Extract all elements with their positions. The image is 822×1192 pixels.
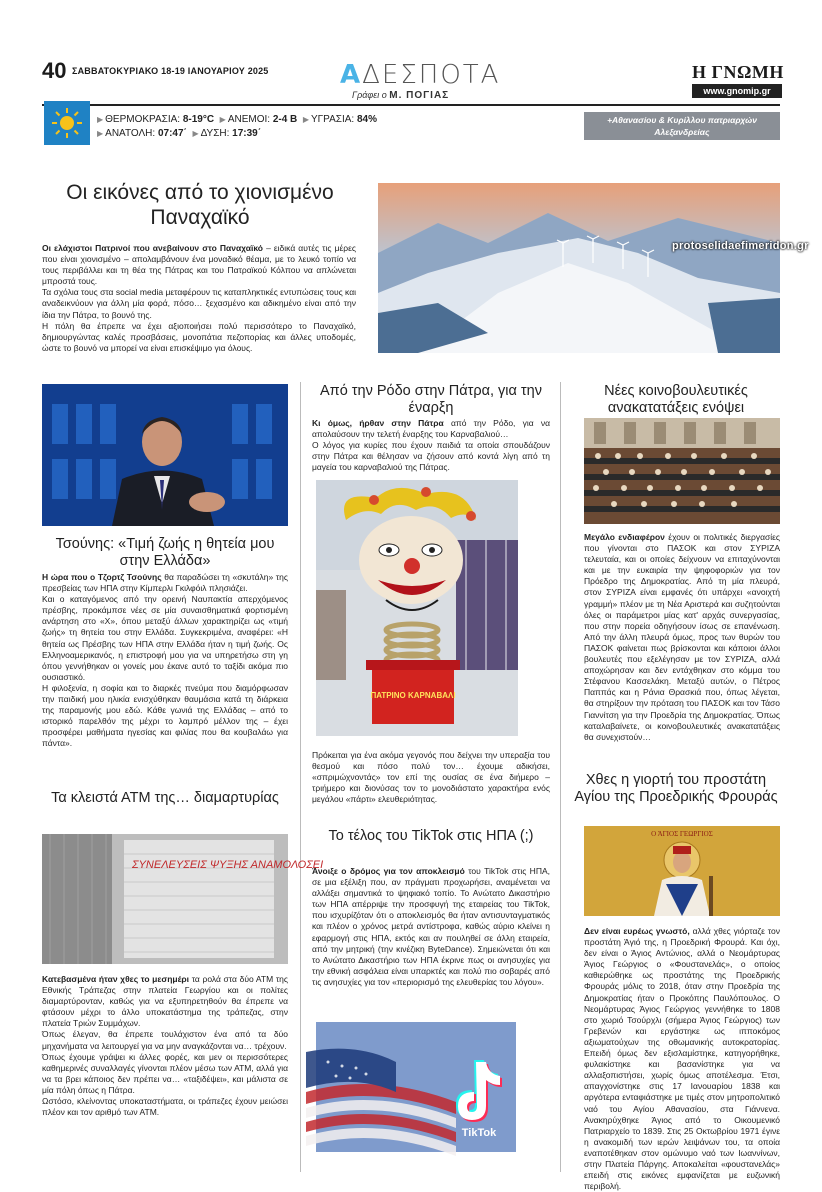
column-divider: [300, 382, 301, 1172]
rhodes-p1: από την Ρόδο, για να απολαύσουν την τελετή έναρξης του Καρναβαλιού…: [312, 418, 550, 440]
byline-prefix: Γράφει ο: [352, 90, 387, 100]
wind-label: ΑΝΕΜΟΙ:: [227, 114, 271, 125]
parliament-lede: Μεγάλο ενδιαφέρον: [584, 532, 665, 542]
sunset-value: 17:39΄: [232, 128, 262, 139]
graffiti-text: ΣΥΝΕΛΕΥΣΕΙΣ ΨΥΞΗΣ ΑΝΑΜΟΛΟΣΕΙ: [132, 859, 324, 871]
atm-p2: Όπως έλεγαν, θα έπρεπε τουλάχιστον ένα από τα δύο μηχανήματα να λειτουργεί για να μην αναγκάζονται να… τρέχουν.: [42, 1029, 288, 1051]
lead-p1: – ειδικά αυτές τις μέρες που είναι χιονισμένο – απολαμβάνουν ένα μοναδικό θέαμα, με το λευκό τοπίο να τους περιβάλλει και τη θέα της Πάτρας και του Πατραϊκού Κόλπου να απλώνεται μπροστά τους.: [42, 243, 357, 287]
weather-line-1: ▶ ΘΕΡΜΟΚΡΑΣΙΑ: 8-19°C ▶ ΑΝΕΜΟΙ: 2-4 Β ▶ ΥΓΡΑΣΙΑ: 84%: [97, 114, 377, 125]
tiktok-lede: Άνοιξε ο δρόμος για τον αποκλεισμό: [312, 866, 465, 876]
parliament-photo: [584, 418, 780, 524]
snowy-mountain-photo: [378, 183, 780, 353]
column-title: [340, 60, 500, 90]
tiktok-body: [312, 866, 550, 988]
page-number: 40: [42, 58, 67, 83]
carnival-sign: ΠΑΤΡΙΝΟ ΚΑΡΝΑΒΑΛΙ: [370, 691, 456, 700]
tsounis-p2: Και ο καταγόμενος από την ορεινή Ναυπακτία απερχόμενος πρέσβης, προκάμπσε νέες σε μία συναισθηματικά φορτισμένη ανάρτηση στο «Χ», όπου μεταξύ άλλων χαρακτηρίζει ως «τιμή ζωής» τη θητεία του στην Ελλάδα. Συγκεκριμένα, αναφέρει: «Η θητεία ως Πρέσβης των ΗΠΑ στην Ελλάδα ήταν η τιμή ζωής. Ος Ελληνοαμερικανός, η επιστροφή μου για να υπηρετήσω στη γη όπου γεννήθηκαν οι γονείς μου έκανε αυτό το ταξίδι ακόμα πιο ουσιαστικό.: [42, 594, 288, 682]
rhodes-headline: Από την Ρόδο στην Πάτρα, για την έναρξη: [320, 383, 542, 416]
lead-p3: Η πόλη θα έπρεπε να έχει αξιοποιήσει πολύ περισσότερο το Παναχαϊκό, δημιουργώντας καλές προσβάσεις, μονοπάτια πεζοπορίας και άλλες υποδομές, ώστε το βουνό να μπορεί να είναι επισκέψιμο για όλους.: [42, 320, 356, 353]
tiktok-wordmark: TikTok: [461, 1127, 497, 1139]
newspaper-brand: Η ΓΝΩΜΗ: [692, 62, 784, 82]
atm-p1: τα ρολά στα δύο ΑΤΜ της Εθνικής Τράπεζας στην πλατεία Γεωργίου και οι πολίτες διαμαρτύρονταν, καθώς για να εξυπηρετηθούν θα έπρεπε να φτάσουν μέχρι το άλλο υποκατάστημα της τράπεζας, στην πλατεία Τριών Συμμάχων.: [42, 974, 288, 1029]
rhodes-p2: Ο λόγος για κυρίες που έχουν παιδιά τα οποία σπουδάζουν στην Πάτρα και θέλησαν να ζήσουν από κοντά λίγη από τη μαγεία του καρναβαλιού της Πάτρας.: [312, 440, 550, 473]
tiktok-flag-photo: [316, 1022, 516, 1152]
saint-george-icon-image: [584, 826, 780, 916]
rhodes-lede: Κι όμως, ήρθαν στην Πάτρα: [312, 418, 444, 428]
atm-p4: Ωστόσο, κλείνοντας υποκαταστήματα, οι τράπεζες έχουν μειώσει πλέον και τον αριθμό των ΑΤΜ.: [42, 1096, 288, 1118]
tiktok-p1: του TikTok στις ΗΠΑ, σε μια εξέλιξη που, αν πράγματι προχωρήσει, αναμένεται να αλλάξει σημαντικά το ψηφιακό τοπίο. Το Ανώτατο Δικαστήριο των ΗΠΑ απέρριψε την προσφυγή της εταιρείας του TikTok, που ισχυρίζόταν ότι ο αποκλεισμός θα ήταν αντισυνταγματικός και πλέον ο χρόνος μετρά αντίστροφα, καθώς αύριο κλείνει η εφαρμογή στις ΗΠΑ, εκτός και αν πουληθεί σε άλλη εταιρεία, από την μητρική (την κινέζικη ByteDance). Σημειώνεται ότι και το Ανώτατο Δικαστήριο των ΗΠΑ έκρινε πως οι ανησυχίες για την εθνική ασφάλεια είναι υπαρκτές και πολύ πιο σοβαρές από τις ανησυχίες για τον «περιορισμό της ελευθερίας του λόγου».: [312, 866, 550, 987]
rhodes-body-2: Πρόκειται για ένα ακόμα γεγονός που δείχνει την υπεραξία του θεσμού και πόσο πολύ τον… έχουμε αδικήσει, «σπριμώχνοντάς» τον επί της ουσίας σε ένα διήμερο – τριήμερο και διονύσας τον το μονοδιάστατο χαρακτήρα ενός μεγάλου «πάρτι» ελευθεριότητας.: [312, 750, 550, 805]
sunrise-label: ΑΝΑΤΟΛΗ:: [105, 128, 156, 139]
sun-icon: [44, 101, 90, 145]
parliament-p1: έχουν οι πολιτικές διεργασίες που γίνονται στο ΠΑΣΟΚ και στον ΣΥΡΙΖΑ τελευταία, και οι οποίες δείχνουν να επιταχύνονται και με την ευκαιρία την ψηφοφοριών για τον Πρόεδρο της Δημοκρατίας. Από τη μία πλευρά, στον ΣΥΡΙΖΑ είναι εμφανές ότι υπάρχει «ανοιχτή γραμμή» πλέον με τη Νέα Αριστερά και συζητούνται όλες οι παράμετροι μίας κατ' αρχάς συνεργασίας, που στην πορεία οδηγήσουν ίσως σε επανένωση. Από την άλλη πλευρά όμως, προς των θυρών του ΠΑΣΟΚ φαίνεται πως βρίσκονται και κάποιοι άλλοι βουλευτές που εξελέγησαν με τον ΣΥΡΙΖΑ, αλλά αποχώρησαν και δεν εντάχθηκαν στο κόμμα του Στέφανου Κασσελάκη. Μεταξύ αυτών, ο Πέτρος Παππάς και η Ράνια Θρασκιά που, όπως λέγεται, θα στηρίξουν την πρόταση του ΠΑΣΟΚ και τον Τάσο Γιαννίτση για την Προεδρία της Δημοκρατίας. Όπως καταλαβαίνετε, οι κοινοβουλευτικές ανακατατάξεις θα συνεχιστούν…: [584, 532, 780, 742]
atm-lede: Κατεβασμένα ήταν χθες το μεσημέρι: [42, 974, 190, 984]
tsounis-p3: Η φιλοξενία, η σοφία και το διαρκές πνεύμα που διαμόρφωσαν την παιδική μου ηλικία ενισχύθηκαν θαυμάσια κατά τη διάρκεια της παραμονής μου εδώ. Κάθε γωνιά της Ελλάδας – από το ιστορικό παρελθόν της μέχρι το λαμπρό μέλλον της – έχει προσφέρει μαθήματα ηγεσίας και φιλίας που θα κουβαλάω για πάντα».: [42, 682, 288, 749]
tsounis-body: [42, 572, 288, 750]
guard-lede: Δεν είναι ευρέως γνωστό,: [584, 926, 690, 936]
parliament-headline: Νέες κοινοβουλευτικές ανακατατάξεις ενόψει: [604, 383, 748, 416]
temp-value: 8-19°C: [182, 114, 215, 125]
temp-label: ΘΕΡΜΟΚΡΑΣΙΑ:: [105, 114, 181, 125]
guard-p1: αλλά χθες γιόρταζε τον προστάτη Άγιό της, η Προεδρική Φρουρά. Και όχι, δεν είναι ο Άγιος Αντώνιος, αλλά ο Νεομάρτυρας Άγιος Γεώργιος ο «Φουστανελάς», ο οποίος καθιερώθηκε ως προστάτης της Προεδρικής Φρουράς μόλις το 2018, όταν στην Προεδρία της Δημοκρατίας ήταν ο Προκόπης Παυλόπουλος. Ο Νεομάρτυρας Άγιος Γεώργιος γεννήθηκε το 1808 στο χωριό Τσούρχλι (σήμερα Άγιος Γεώργιος) των Γρεβενών και εργάστηκε ως ιπποκόμος αξιωματούχων της οθωμανικής αυτοκρατορίας. Επειδή όμως δεν εξισλαμίστηκε, κατηγορήθηκε, φυλακίστηκε και βασανίστηκε για να αλλαξοπιστήσει, χωρίς όμως αποτέλεσμα. Έτσι, απαγχονίστηκε στις 17 Ιανουαρίου 1838 και αργότερα ενταφιάστηκε με τιμές στον μητροπολιτικό ναό του Αγίου Αθανασίου, στα Γιάννενα. Ανακηρύχθηκε Άγιος από το Οικουμενικό Πατριαρχείο το 1839. Στις 25 Οκτωβρίου 1971 έγινε η ανακομιδή των ιερών λειψάνων του, τα οποία εναποτέθηκαν στον ομώνυμο ναό των Ιωαννίνων, στην Πλατεία Πάργης. Αποκαλείται «φουστανελάς» επειδή στις εικόνες εμφανίζεται με ευζωνική περιβολή.: [584, 926, 780, 1192]
weather-line-2: ▶ ΑΝΑΤΟΛΗ: 07:47΄ ▶ ΔΥΣΗ: 17:39΄: [97, 128, 262, 139]
guard-body: [584, 926, 780, 1192]
icon-caption: Ο ΆΓΙΟΣ ΓΕΩΡΓΙΟΣ: [651, 830, 713, 838]
ambassador-photo: [42, 384, 288, 526]
sunrise-value: 07:47΄: [157, 128, 187, 139]
saints-of-day: +Αθανασίου & Κυρίλλου πατριαρχών Αλεξανδρείας: [584, 112, 780, 140]
tsounis-lede: Η ώρα που ο Τζορτζ Τσούνης: [42, 572, 162, 582]
column-title-rest: ΔΕΣΠΟΤΑ: [362, 60, 501, 90]
byline-name: Μ. ΠΟΓΙΑΣ: [389, 90, 450, 101]
tsounis-p1: θα παραδώσει τη «σκυτάλη» της πρεσβείας των ΗΠΑ στην Κίμπερλι Γκιλφόιλ πλησιάζει.: [42, 572, 288, 594]
tsounis-headline: Τσούνης: «Τιμή ζωής η θητεία μου στην Ελλάδα»: [55, 536, 275, 569]
humidity-label: ΥΓΡΑΣΙΑ:: [311, 114, 355, 125]
dateline: ΣΑΒΒΑΤΟΚΥΡΙΑΚΟ 18-19 ΙΑΝΟΥΑΡΙΟΥ 2025: [72, 66, 269, 76]
header-rule: [42, 104, 780, 106]
guard-headline: Χθες η γιορτή του προστάτη Αγίου της Προεδρικής Φρουράς: [574, 772, 778, 805]
column-byline: [352, 90, 449, 101]
lead-lede: Οι ελάχιστοι Πατρινοί που ανεβαίνουν στο Παναχαϊκό: [42, 243, 263, 253]
wind-value: 2-4 Β: [272, 114, 298, 125]
watermark: protoselidaefimeridon.gr: [672, 240, 809, 252]
carnival-king-photo: [316, 480, 518, 736]
brand-url[interactable]: www.gnomip.gr: [692, 84, 782, 98]
sunset-label: ΔΥΣΗ:: [200, 128, 230, 139]
atm-headline: Τα κλειστά ΑΤΜ της… διαμαρτυρίας: [51, 790, 279, 806]
column-title-initial: Α: [340, 60, 363, 90]
atm-body: [42, 974, 288, 1118]
rhodes-body: [312, 418, 550, 473]
lead-p2: Τα σχόλια τους στα social media μεταφέρουν τις καταπληκτικές εντυπώσεις τους και αναδεικνύουν για άλλη μία φορά, πόσο… ξεχασμένο και αδικημένο είναι από την ίδια την Πάτρα, το βουνό της.: [42, 287, 356, 320]
closed-atm-photo: [42, 834, 324, 964]
lead-body: [42, 243, 356, 354]
parliament-body: [584, 532, 780, 743]
humidity-value: 84%: [356, 114, 377, 125]
atm-p3: Όπως έχουμε γράψει κι άλλες φορές, και μεν οι περισσότερες καθημερινές συναλλαγές γίνονται πλέον μέσω των ΑΤΜ, αλλά για να τα βρει κάποιος δεν πρέπει να… «ταξιδέψει», και μάλιστα σε μία πόλη όπως η Πάτρα.: [42, 1051, 288, 1095]
tiktok-headline: Το τέλος του TikTok στις ΗΠΑ (;): [328, 828, 534, 844]
column-divider: [560, 382, 561, 1172]
lead-headline: Οι εικόνες από το χιονισμένο Παναχαϊκό: [66, 181, 334, 229]
